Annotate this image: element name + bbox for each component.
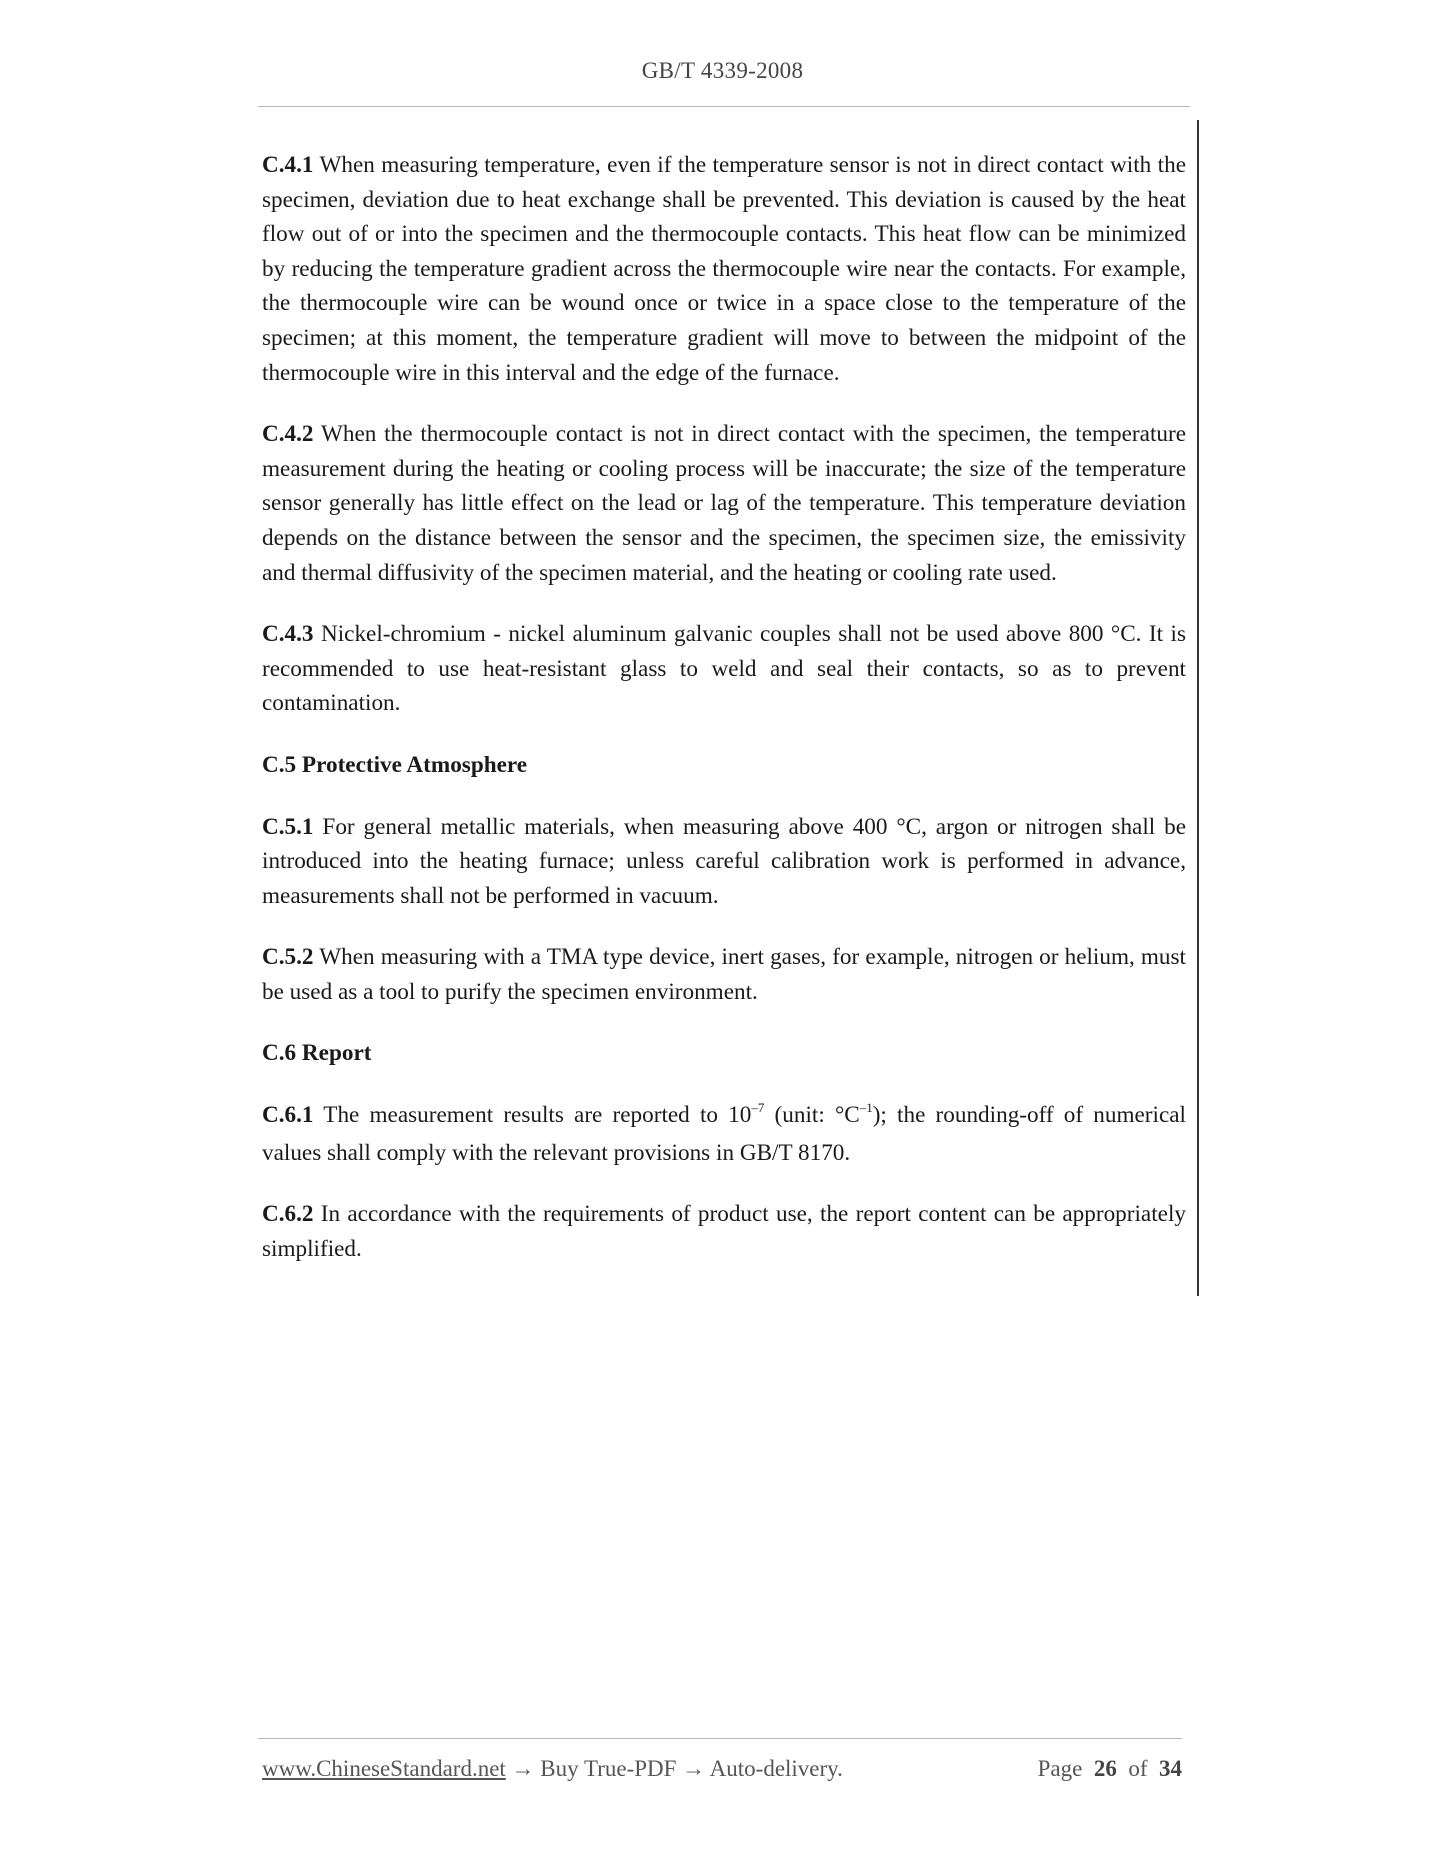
section-heading-c-6: C.6 Report xyxy=(262,1040,372,1067)
exponent: –1 xyxy=(859,1100,873,1116)
page-indicator xyxy=(1038,1756,1182,1782)
clause-c-4-2 xyxy=(262,417,1186,590)
clause-c-5-2 xyxy=(262,940,1186,1009)
clause-c-6-1 xyxy=(262,1098,1186,1170)
clause-text: The measurement results are reported to 10 xyxy=(313,1102,752,1129)
section-heading-c-5: C.5 Protective Atmosphere xyxy=(262,751,528,778)
clause-number: C.4.2 xyxy=(262,421,314,448)
document-body xyxy=(262,148,1186,1293)
clause-c-4-1 xyxy=(262,148,1186,390)
clause-text: When measuring with a TMA type device, inert gases, for example, nitrogen or helium, must be used as a tool to purify the specimen environment. xyxy=(262,944,1186,1005)
clause-text: ); the rounding-off of numerical values shall comply with the relevant provisions in GB/T 8170. xyxy=(262,1102,1187,1166)
clause-number: C.4.1 xyxy=(262,152,314,178)
clause-c-4-3 xyxy=(262,617,1186,721)
footer-promo xyxy=(262,1756,843,1782)
website-link[interactable]: www.ChineseStandard.net xyxy=(262,1756,506,1781)
of-label: of xyxy=(1128,1756,1148,1781)
header-divider xyxy=(258,106,1190,107)
clause-c-6-2 xyxy=(262,1197,1186,1266)
document-header: GB/T 4339-2008 xyxy=(641,58,804,83)
clause-text: For general metallic materials, when measuring above 400 °C, argon or nitrogen shall be introduced into the heating furnace; unless careful calibration work is performed in advance, measurements shall not be performed in vacuum. xyxy=(262,813,1186,909)
clause-text: Nickel-chromium - nickel aluminum galvanic couples shall not be used above 800 °C. It is recommended to use heat-resistant glass to weld and seal their contacts, so as to prevent contamination. xyxy=(262,621,1186,717)
clause-number: C.5.2 xyxy=(262,944,314,971)
footer-divider xyxy=(258,1738,1182,1739)
total-pages: 34 xyxy=(1159,1756,1182,1781)
clause-text: When measuring temperature, even if the temperature sensor is not in direct contact with the specimen, deviation due to heat exchange shall be prevented. This deviation is caused by the heat flow out of or into the specimen and the thermocouple contacts. This heat flow can be minimized by reducing the temperature gradient across the thermocouple wire near the contacts. For example, the thermocouple wire can be wound once or twice in a space close to the temperature of the specimen; at this moment, the temperature gradient will move to between the midpoint of the thermocouple wire in this interval and the edge of the furnace. xyxy=(262,152,1186,386)
clause-text: In accordance with the requirements of product use, the report content can be appropriately simplified. xyxy=(262,1201,1186,1262)
side-margin-rule xyxy=(1197,120,1199,1296)
clause-number: C.5.1 xyxy=(262,813,314,840)
current-page: 26 xyxy=(1093,1756,1117,1781)
exponent: –7 xyxy=(751,1100,765,1116)
clause-text: When the thermocouple contact is not in direct contact with the specimen, the temperature measurement during the heating or cooling process will be inaccurate; the size of the temperature sensor generally has little effect on the lead or lag of the temperature. This temperature deviation depends on the distance between the sensor and the specimen, the specimen size, the emissivity and thermal diffusivity of the specimen material, and the heating or cooling rate used. xyxy=(262,421,1186,586)
clause-number: C.6.2 xyxy=(262,1201,314,1228)
clause-number: C.4.3 xyxy=(262,621,314,648)
page-label: Page xyxy=(1037,1756,1083,1781)
clause-text: (unit: °C xyxy=(764,1102,860,1129)
clause-number: C.6.1 xyxy=(262,1102,314,1129)
clause-c-5-1 xyxy=(262,810,1186,914)
footer-tagline: → Buy True-PDF → Auto-delivery. xyxy=(505,1756,843,1781)
